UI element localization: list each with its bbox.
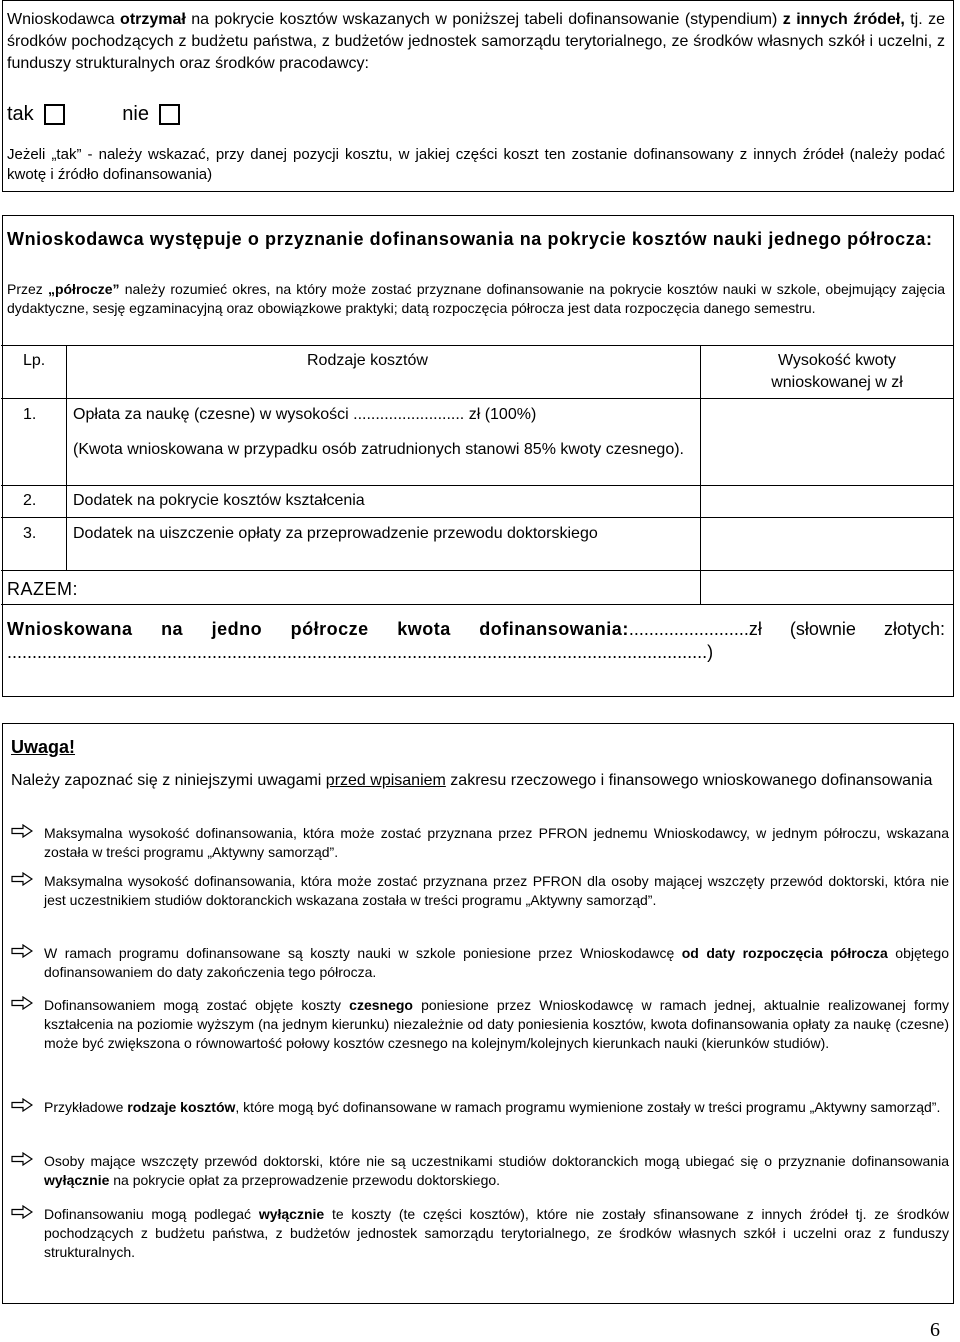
definition-term: „półrocze” bbox=[47, 281, 120, 297]
intro-text: Wnioskodawca bbox=[7, 11, 121, 28]
arrow-right-icon bbox=[11, 1152, 33, 1166]
arrow-right-icon bbox=[11, 996, 33, 1010]
note-text-part: , które mogą być dofinansowane w ramach programu wymienione zostały w treści programu „Aktywny samorząd”. bbox=[235, 1099, 941, 1115]
row-cost-type: Opłata za naukę (czesne) w wysokości ......................... zł (100%) bbox=[73, 406, 537, 423]
row-number: 1. bbox=[23, 406, 37, 423]
note-text-part: poniesione przez Wnioskodawcę w ramach jednej, aktualnie realizowanej formy kształcenia na poziomie wyższym (na jednym kierunku) niezależnie od daty poniesienia kosztów, kwota dofinansowania opłaty za naukę (czesne) może być zwiększona o równowartość połowy kosztów czesnego na kolejnym/kolejnych kierunkach nauki (kierunków studiów). bbox=[44, 997, 949, 1051]
column-header-amount: Wysokość kwoty wnioskowanej w zł bbox=[771, 352, 903, 391]
arrow-right-icon bbox=[11, 1205, 33, 1219]
arrow-right-icon bbox=[11, 944, 33, 958]
note-text bbox=[44, 944, 949, 982]
table-grid-line bbox=[1, 398, 953, 399]
intro-text: na pokrycie kosztów wskazanych w poniższej tabeli dofinansowanie (stypendium) bbox=[185, 11, 783, 28]
section-title: Wnioskodawca występuje o przyznanie dofinansowania na pokrycie kosztów nauki jednego półrocza: bbox=[7, 229, 933, 249]
intro-bold: otrzymał bbox=[120, 11, 186, 28]
other-funding-question bbox=[7, 9, 945, 75]
table-grid-line bbox=[700, 345, 701, 604]
note-text bbox=[44, 1205, 949, 1262]
definition-text: należy rozumieć okres, na który może zostać przyznane dofinansowanie na pokrycie kosztów nauki w szkole, obejmujący zajęcia dydaktyczne, sesję egzaminacyjną oraz obowiązkowe praktyki; datą rozpoczęcia półrocza jest data rozpoczęcia danego semestru. bbox=[7, 281, 945, 316]
note-text-bold: czesnego bbox=[349, 997, 413, 1013]
checkbox-tak[interactable] bbox=[44, 104, 65, 125]
semester-definition bbox=[7, 280, 945, 318]
table-grid-line bbox=[66, 345, 67, 570]
table-grid-line bbox=[1, 517, 953, 518]
choice-tak-label: tak bbox=[7, 103, 34, 125]
row-cost-type: Dodatek na uiszczenie opłaty za przeprowadzenie przewodu doktorskiego bbox=[73, 525, 598, 542]
yes-no-choices bbox=[7, 103, 232, 133]
note-text-part: Osoby mające wszczęty przewód doktorski, które nie są uczestnikami studiów doktoranckich mogą ubiegać się o przyznanie dofinansowania bbox=[44, 1153, 949, 1169]
notes-intro-underlined: przed wpisaniem bbox=[325, 772, 446, 789]
note-text-part: Dofinansowaniem mogą zostać objęte koszty bbox=[44, 997, 350, 1013]
requested-total-value[interactable]: ........................zł (słownie złotych: ............................................................................................................................................) bbox=[7, 619, 945, 662]
table-grid-line bbox=[1, 345, 953, 346]
intro-text: tj. ze środków pochodzących z budżetu państwa, z budżetów jednostek samorządu terytorialnego, ze środków własnych szkół i uczelni, z funduszy strukturalnych oraz środków pracodawcy: bbox=[7, 11, 946, 72]
table-total-row bbox=[7, 578, 78, 602]
note-text-bold: rodzaje kosztów bbox=[127, 1099, 236, 1115]
note-text-part: objętego dofinansowaniem do daty zakończenia tego półrocza. bbox=[44, 945, 950, 980]
notes-intro bbox=[11, 770, 949, 792]
row-number: 3. bbox=[23, 525, 37, 542]
notes-heading: Uwaga! bbox=[11, 737, 76, 757]
arrow-right-icon bbox=[11, 1098, 33, 1112]
choice-nie bbox=[122, 103, 180, 126]
choice-tak bbox=[7, 103, 65, 126]
note-text: Maksymalna wysokość dofinansowania, która może zostać przyznana przez PFRON dla osoby mającej wszczęty przewód doktorski, która nie jest uczestnikiem studiów doktoranckich wskazana została w treści programu „Aktywny samorząd”. bbox=[44, 873, 949, 908]
note-text-part: Dofinansowaniu mogą podlegać bbox=[44, 1206, 259, 1222]
if-yes-instruction: Jeżeli „tak” - należy wskazać, przy danej pozycji kosztu, w jakiej części koszt ten zostanie dofinansowany z innych źródeł (należy podać kwotę i źródło dofinansowania) bbox=[7, 146, 945, 183]
note-text-part: W ramach programu dofinansowane są koszty nauki w szkole poniesione przez Wnioskodawcę bbox=[44, 945, 682, 961]
note-text-bold: wyłącznie bbox=[44, 1172, 110, 1188]
arrow-right-icon bbox=[11, 824, 33, 838]
note-text: Maksymalna wysokość dofinansowania, która może zostać przyznana przez PFRON jednemu Wnioskodawcy, w jednym półroczu, wskazana została w treści programu „Aktywny samorząd”. bbox=[44, 825, 949, 860]
intro-bold: z innych źródeł, bbox=[782, 11, 905, 28]
note-text-bold: od daty rozpoczęcia półrocza bbox=[681, 945, 888, 961]
row-cost-type: Dodatek na pokrycie kosztów kształcenia bbox=[73, 492, 365, 509]
definition-text: Przez bbox=[7, 281, 48, 297]
column-header-cost-type: Rodzaje kosztów bbox=[307, 352, 428, 369]
checkbox-nie[interactable] bbox=[159, 104, 180, 125]
requested-total bbox=[7, 618, 945, 664]
row-number: 2. bbox=[23, 492, 37, 509]
note-text-part: te koszty (te części kosztów), które nie zostały sfinansowane z innych źródeł tj. ze środków pochodzących z budżetu państwa, z budżetów jednostek samorządu terytorialnego, ze środków własnych szkół i uczelni oraz z funduszy strukturalnych. bbox=[44, 1206, 949, 1260]
table-grid-line bbox=[1, 485, 953, 486]
notes-intro-text: zakresu rzeczowego i finansowego wnioskowanego dofinansowania bbox=[445, 772, 933, 789]
notes-intro-text: Należy zapoznać się z niniejszymi uwagami bbox=[11, 772, 326, 789]
table-grid-line bbox=[1, 570, 953, 571]
note-text bbox=[44, 1098, 949, 1117]
choice-nie-label: nie bbox=[122, 103, 149, 125]
page-number: 6 bbox=[930, 1319, 940, 1341]
note-text-part: Przykładowe bbox=[44, 1099, 128, 1115]
table-grid-line bbox=[1, 604, 953, 605]
note-text-part: na pokrycie opłat za przeprowadzenie przewodu doktorskiego. bbox=[109, 1172, 501, 1188]
row-cost-note: (Kwota wnioskowana w przypadku osób zatrudnionych stanowi 85% kwoty czesnego). bbox=[73, 441, 684, 458]
note-text bbox=[44, 1152, 949, 1190]
note-text-bold: wyłącznie bbox=[258, 1206, 325, 1222]
note-text bbox=[44, 996, 949, 1053]
total-label: RAZEM: bbox=[7, 579, 79, 599]
requested-total-label: Wnioskowana na jedno półrocze kwota dofinansowania: bbox=[7, 619, 629, 639]
column-header-lp: Lp. bbox=[23, 352, 46, 369]
arrow-right-icon bbox=[11, 872, 33, 886]
